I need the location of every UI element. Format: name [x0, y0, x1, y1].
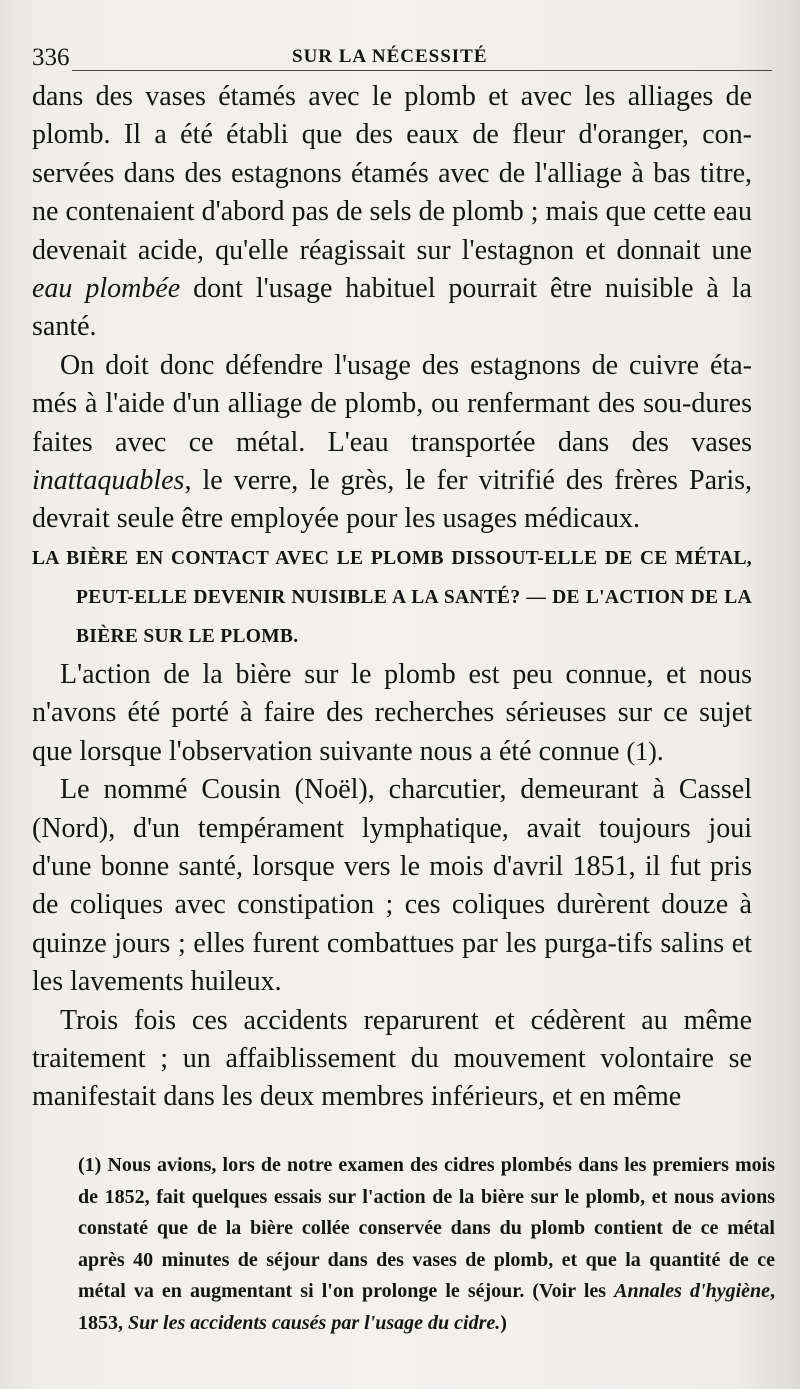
- paragraph-4: Le nommé Cousin (Noël), charcutier, demeurant à Cassel (Nord), d'un tempérament lymphatique, avait toujours joui d'une bonne santé, lorsque vers le mois d'avril 1851, il fut pris de coliques avec constipation ; ces coliques durèrent douze à quinze jours ; elles furent combattues par les purga-tifs salins et les lavements huileux.: [32, 774, 752, 998]
- paragraph-5: Trois fois ces accidents reparurent et cédèrent au même traitement ; un affaiblissement du mouvement volontaire se manifestait dans les deux membres inférieurs, et en même: [32, 1004, 752, 1113]
- footnote-reference[interactable]: (1): [626, 736, 657, 766]
- header-rule: [72, 70, 772, 71]
- page-number: 336: [32, 44, 70, 71]
- footnote-citation-journal: Annales d'hygiène: [614, 1280, 770, 1302]
- running-title: SUR LA NÉCESSITÉ: [292, 46, 488, 67]
- section-heading: LA BIÈRE EN CONTACT AVEC LE PLOMB DISSOUT-ELLE DE CE MÉTAL, PEUT-ELLE DEVENIR NUISIBLE A LA SANTÉ? — DE L'ACTION DE LA BIÈRE SUR LE PLOMB.: [32, 547, 752, 647]
- main-text: [32, 78, 752, 1117]
- footnote-marker: (1): [78, 1154, 102, 1176]
- emphasis-eau-plombee: eau plombée: [32, 273, 181, 305]
- paragraph-3: L'action de la bière sur le plomb est peu connue, et nous n'avons été porté à faire des recherches sérieuses sur ce sujet que lorsque l'observation suivante nous a été connue (1).: [32, 658, 752, 767]
- footnote-1: (1) Nous avions, lors de notre examen des cidres plombés dans les premiers mois de 1852, fait quelques essais sur l'action de la bière sur le plomb, et nous avions constaté que de la bière collée conservée dans du plomb contient de ce métal après 40 minutes de séjour dans des vases de plomb, et que la quantité de ce métal va en augmentant si l'on prolonge le séjour. (Voir les Annales d'hygiène, 1853, Sur les accidents causés par l'usage du cidre.): [78, 1154, 775, 1334]
- footnote-citation-title: Sur les accidents causés par l'usage du cidre.: [128, 1311, 501, 1334]
- page-header: [32, 40, 732, 76]
- paragraph-1: dans des vases étamés avec le plomb et avec les alliages de plomb. Il a été établi que des eaux de fleur d'oranger, con-servées dans des estagnons étamés avec de l'alliage à bas titre, ne contenaient d'abord pas de sels de plomb ; mais que cette eau devenait acide, qu'elle réagissait sur l'estagnon et donnait une eau plombée dont l'usage habituel pourrait être nuisible à la santé.: [32, 81, 752, 343]
- emphasis-inattaquables: inattaquables: [32, 465, 185, 497]
- paragraph-2: On doit donc défendre l'usage des estagnons de cuivre éta-més à l'aide d'un alliage de plomb, ou renfermant des sou-dures faites avec ce métal. L'eau transportée dans des vases inattaquables, le verre, le grès, le fer vitrifié des frères Paris, devrait seule être employée pour les usages médicaux.: [32, 349, 752, 535]
- footnote-block: [60, 1150, 775, 1339]
